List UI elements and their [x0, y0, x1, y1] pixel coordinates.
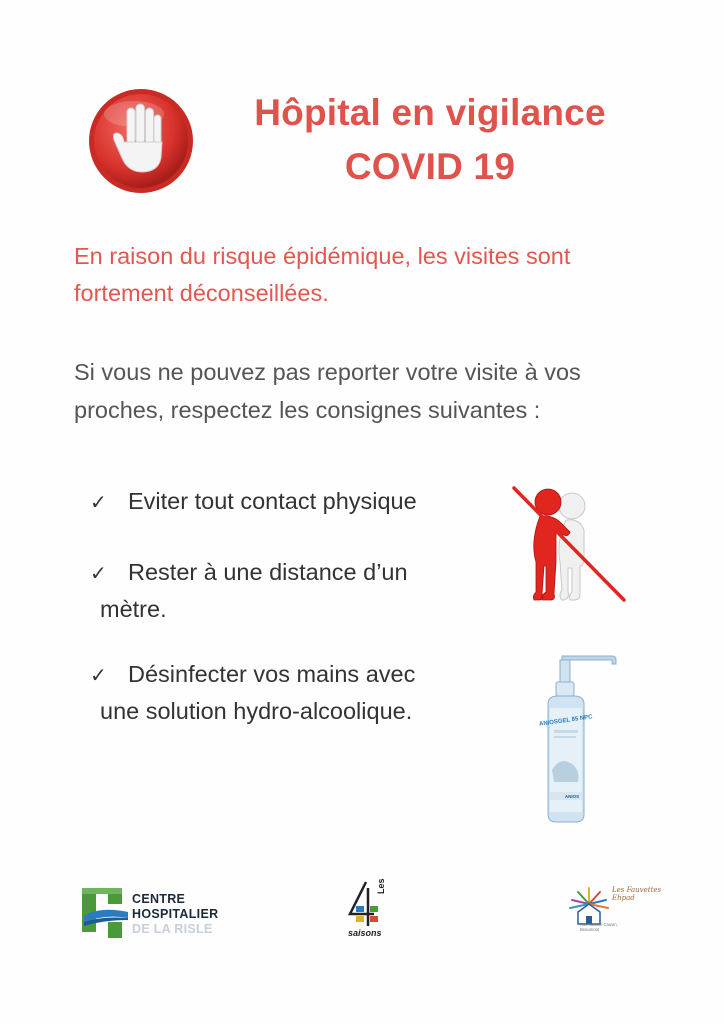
bottle-brand: ANIOS — [564, 794, 580, 799]
page-title — [200, 86, 660, 194]
sun-house-logo-icon — [564, 884, 614, 926]
hospital-name-line-2: HOSPITALIER — [132, 907, 219, 921]
ehpad-script-name: Les Fauvettes Ehpad — [612, 886, 662, 902]
rule-disinfect — [90, 656, 484, 729]
check-icon: ✓ — [90, 490, 107, 514]
rule-text: Eviter tout contact physique — [128, 488, 417, 514]
logo-les-4-saisons — [340, 880, 392, 942]
logo-ehpad — [560, 882, 660, 942]
hospital-name-line-1: CENTRE — [132, 892, 186, 906]
saisons-name: saisons — [348, 928, 382, 938]
stop-hand-icon — [86, 86, 196, 196]
bottle-label: ANIOSGEL 85 NPC — [538, 714, 593, 728]
hospital-cross-logo-icon — [82, 888, 130, 938]
title-line-1: Hôpital en vigilance — [254, 92, 606, 133]
hand-sanitizer-bottle-icon — [538, 652, 628, 824]
rule-distance — [90, 554, 508, 627]
check-icon: ✓ — [90, 561, 107, 585]
intro-text: Si vous ne pouvez pas reporter votre visite à vos proches, respectez les consignes suivantes : — [74, 359, 581, 423]
rule-text-continued: une solution hydro-alcoolique. — [100, 698, 413, 724]
saisons-les: Les — [376, 878, 386, 894]
ehpad-address: Rue Gaston Cauvin, Beaumont — [580, 922, 618, 932]
no-physical-contact-icon — [510, 482, 630, 606]
check-icon: ✓ — [90, 663, 107, 687]
rule-text: Rester à une distance d’un — [128, 559, 408, 585]
rule-no-contact — [90, 483, 510, 520]
hospital-name-line-3: DE LA RISLE — [132, 922, 213, 936]
rule-text: Désinfecter vos mains avec — [128, 661, 416, 687]
rule-text-continued: mètre. — [100, 596, 167, 622]
title-line-2: COVID 19 — [344, 146, 516, 187]
warning-text: En raison du risque épidémique, les visites sont fortement déconseillées. — [74, 243, 571, 306]
logo-centre-hospitalier — [82, 884, 242, 940]
